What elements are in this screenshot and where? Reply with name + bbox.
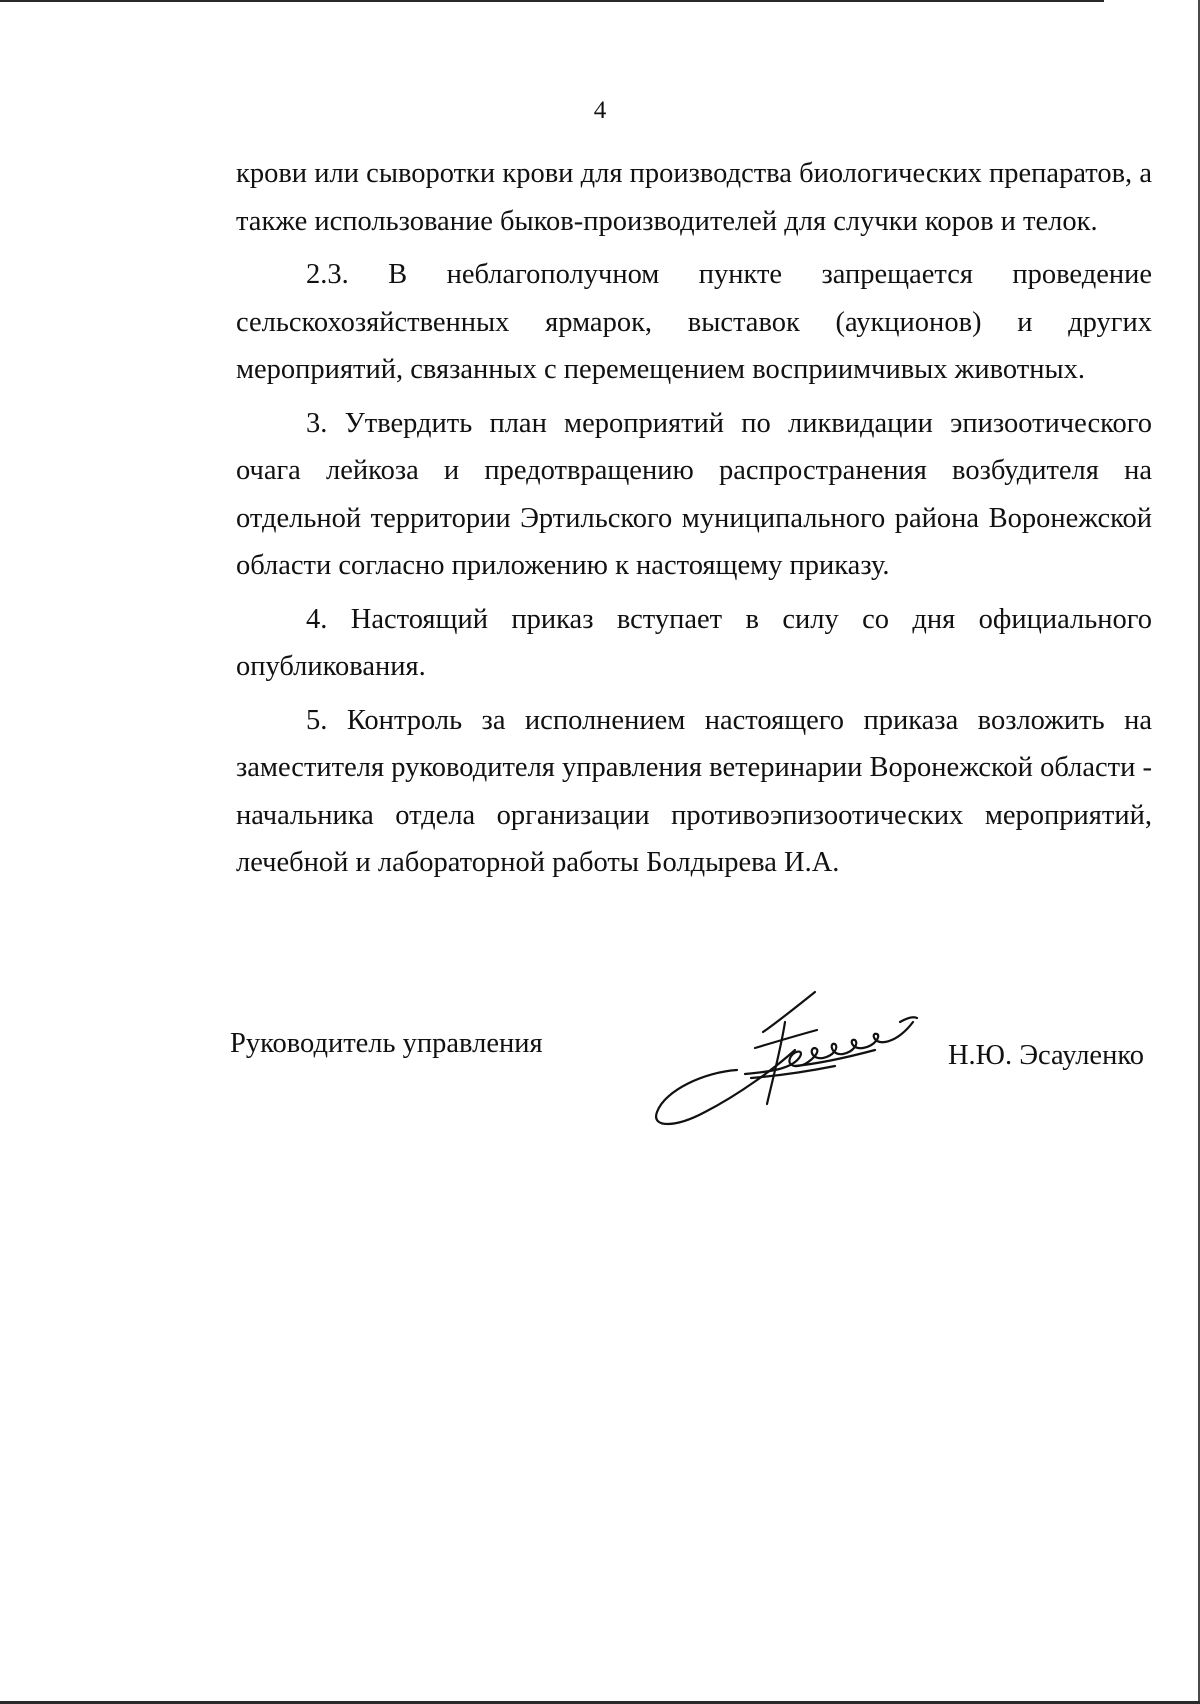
paragraph-4: 4. Настоящий приказ вступает в силу со дня официального опубликования. xyxy=(236,603,1152,682)
signatory-role: Руководитель управления xyxy=(230,1028,543,1059)
paragraph-3: 3. Утвердить план мероприятий по ликвидации эпизоотического очага лейкоза и предотвращению распространения возбудителя на отдельной территории Эртильского муниципального района Воронежской области согласно приложению к настоящему приказу. xyxy=(236,407,1152,581)
paragraph-5: 5. Контроль за исполнением настоящего приказа возложить на заместителя руководителя управления ветеринарии Воронежской области - начальника отдела организации противоэпизоотических мероприятий, лечебной и лабораторной работы Болдырева И.А. xyxy=(236,704,1152,878)
document-body xyxy=(236,150,1152,887)
signature-block xyxy=(230,1020,1160,1120)
paragraph-2-3: 2.3. В неблагополучном пункте запрещается проведение сельскохозяйственных ярмарок, выставок (аукционов) и других мероприятий, связанных с перемещением восприимчивых животных. xyxy=(236,259,1152,385)
paragraph-continuation: крови или сыворотки крови для производства биологических препаратов, а также использование быков-производителей для случки коров и телок. xyxy=(236,158,1152,237)
scan-edge-top xyxy=(0,0,1104,2)
page-number: 4 xyxy=(593,97,607,124)
signatory-name: Н.Ю. Эсауленко xyxy=(947,1040,1144,1071)
handwritten-signature xyxy=(645,978,935,1128)
